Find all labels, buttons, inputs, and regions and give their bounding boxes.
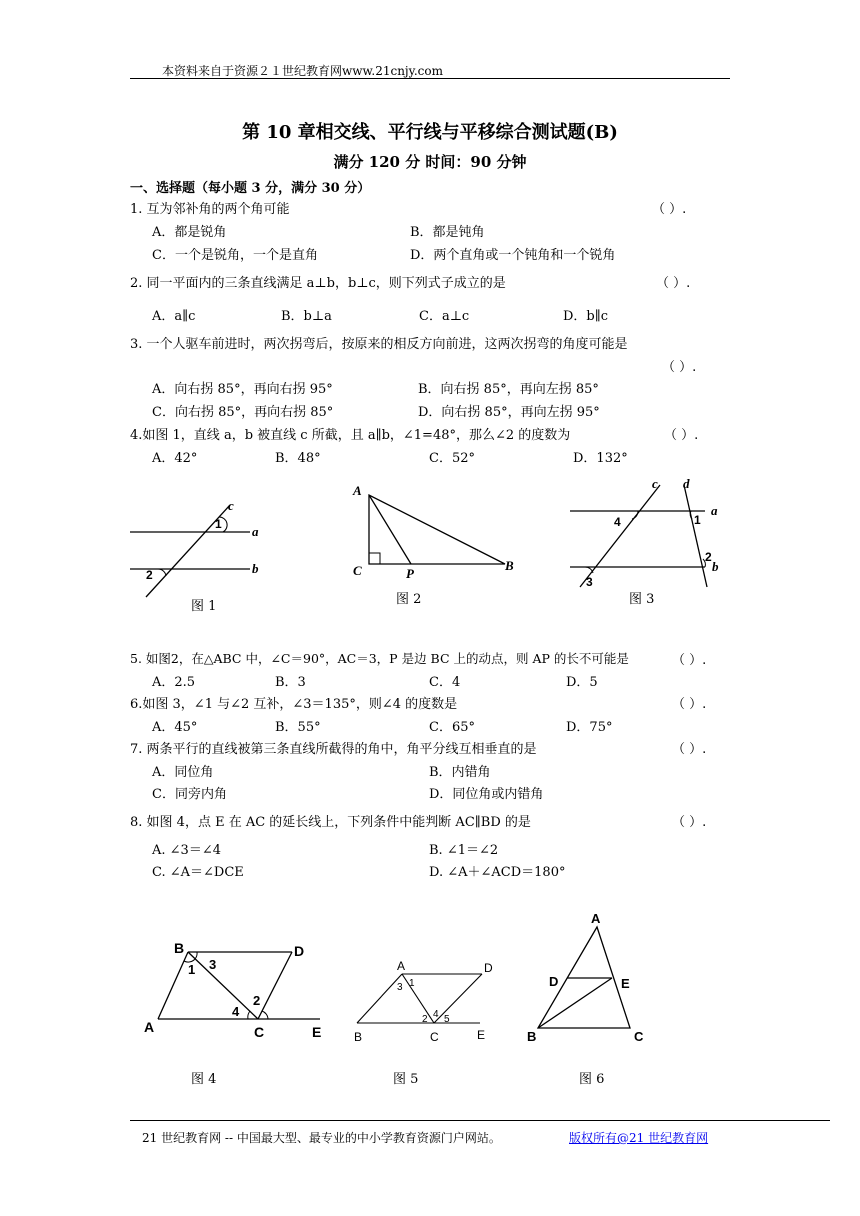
fig1-label-1: 1: [215, 517, 222, 531]
question-7-answer-blank: （ ）.: [672, 742, 707, 757]
question-2-option-a: A．a∥c: [152, 309, 196, 324]
figure-4: [140, 935, 340, 1045]
question-5-answer-blank: （ ）.: [672, 653, 707, 668]
fig4-label-a: A: [144, 1019, 155, 1035]
question-7-option-b: B．内错角: [429, 765, 491, 780]
figure-4-caption: 图 4: [191, 1072, 217, 1087]
segment-bc: [188, 952, 261, 1019]
question-1-option-b: B．都是钝角: [410, 225, 485, 240]
question-1-option-c: C．一个是锐角，一个是直角: [152, 248, 318, 263]
question-4-option-b: B．48°: [275, 451, 321, 466]
fig5-label-a: A: [397, 959, 406, 973]
figure-3-caption: 图 3: [629, 592, 655, 607]
figure-5-caption: 图 5: [393, 1072, 419, 1087]
fig4-label-c: C: [254, 1024, 265, 1040]
line-d: [684, 485, 707, 587]
question-2-answer-blank: （ ）.: [656, 276, 691, 291]
footer-copyright-link[interactable]: 版权所有@21 世纪教育网: [569, 1131, 709, 1145]
question-1-answer-blank: （ ）.: [652, 202, 687, 217]
header-text: 本资料来自于资源２１世纪教育网www.21cnjy.com: [162, 64, 443, 78]
question-5-option-c: C．4: [429, 675, 461, 690]
fig3-label-b: b: [712, 559, 719, 574]
fig5-label-b: B: [354, 1030, 363, 1044]
question-8-option-b: B. ∠1＝∠2: [429, 843, 499, 858]
question-7-stem: 7. 两条平行的直线被第三条直线所截得的角中，角平分线互相垂直的是: [130, 742, 537, 757]
question-1-option-d: D．两个直角或一个钝角和一个锐角: [410, 248, 616, 263]
fig3-label-4: 4: [614, 515, 621, 529]
segment-ab: [357, 974, 402, 1023]
question-2-option-c: C．a⊥c: [419, 309, 470, 324]
fig5-label-1: 1: [409, 978, 415, 989]
fig4-label-1: 1: [188, 962, 196, 977]
segment-ac: [402, 974, 434, 1023]
figure-3: [560, 470, 730, 590]
footer-rule: [130, 1120, 830, 1121]
fig3-label-1: 1: [694, 513, 701, 527]
figure-5: [345, 955, 505, 1050]
fig1-label-c: c: [228, 498, 234, 513]
figure-2: [345, 478, 525, 590]
fig5-label-e: E: [477, 1028, 486, 1042]
question-4-option-d: D．132°: [573, 451, 628, 466]
question-8-option-a: A. ∠3＝∠4: [152, 843, 221, 858]
fig3-label-3: 3: [586, 575, 593, 589]
question-3-option-a: A．向右拐 85°，再向右拐 95°: [152, 382, 333, 397]
fig6-label-e: E: [621, 976, 630, 991]
fig1-label-a: a: [252, 524, 259, 539]
fig4-label-e: E: [312, 1024, 322, 1040]
question-5-option-b: B．3: [275, 675, 306, 690]
fig5-label-3: 3: [397, 982, 403, 993]
question-3-option-d: D．向右拐 85°，再向左拐 95°: [418, 405, 600, 420]
fig4-label-3: 3: [209, 957, 217, 972]
question-6-option-a: A．45°: [152, 720, 198, 735]
page-subtitle: 满分 120 分 时间：90 分钟: [333, 153, 527, 171]
figure-6-caption: 图 6: [579, 1072, 605, 1087]
right-angle-mark: [369, 553, 380, 564]
fig1-label-2: 2: [146, 568, 153, 582]
question-7-option-d: D．同位角或内错角: [429, 787, 544, 802]
fig2-label-a: A: [353, 483, 362, 498]
segment-dc: [258, 952, 292, 1019]
section-heading: 一、选择题（每小题 3 分，满分 30 分）: [130, 181, 371, 196]
question-2-stem: 2. 同一平面内的三条直线满足 a⊥b，b⊥c，则下列式子成立的是: [130, 276, 506, 291]
figure-2-caption: 图 2: [396, 592, 422, 607]
question-4-answer-blank: （ ）.: [664, 428, 699, 443]
question-6-option-d: D．75°: [566, 720, 613, 735]
fig6-label-d: D: [549, 974, 559, 989]
question-7-option-a: A．同位角: [152, 765, 214, 780]
question-3-option-c: C．向右拐 85°，再向右拐 85°: [152, 405, 334, 420]
fig3-label-d: d: [683, 476, 690, 491]
question-6-option-c: C．65°: [429, 720, 475, 735]
question-8-option-d: D. ∠A＋∠ACD＝180°: [429, 865, 566, 880]
fig6-label-b: B: [527, 1029, 537, 1044]
fig2-label-b: B: [505, 558, 514, 573]
fig5-label-d: D: [484, 961, 493, 975]
fig3-label-2: 2: [705, 550, 712, 564]
fig5-label-2: 2: [422, 1014, 428, 1025]
fig4-label-d: D: [294, 943, 305, 959]
fig3-label-c: c: [652, 476, 658, 491]
fig1-label-b: b: [252, 561, 259, 576]
question-1-stem: 1. 互为邻补角的两个角可能: [130, 202, 290, 217]
question-5-option-a: A．2.5: [152, 675, 196, 690]
fig2-label-c: C: [353, 563, 362, 578]
header-rule: [130, 78, 730, 79]
fig3-label-a: a: [711, 503, 718, 518]
fig4-label-4: 4: [232, 1004, 240, 1019]
fig2-label-p: P: [406, 566, 414, 581]
question-7-option-c: C．同旁内角: [152, 787, 227, 802]
fig5-label-5: 5: [444, 1014, 450, 1025]
question-6-option-b: B．55°: [275, 720, 321, 735]
question-3-answer-blank: （ ）.: [662, 360, 697, 375]
page-title: 第 10 章相交线、平行线与平移综合测试题(B): [242, 122, 618, 143]
question-6-answer-blank: （ ）.: [672, 697, 707, 712]
question-5-option-d: D．5: [566, 675, 598, 690]
segment-ab: [158, 952, 188, 1019]
question-5-stem: 5. 如图2，在△ABC 中，∠C＝90°，AC＝3，P 是边 BC 上的动点，则 AP 的长不可能是: [130, 651, 629, 666]
question-4-option-c: C．52°: [429, 451, 475, 466]
fig4-label-2: 2: [253, 993, 261, 1008]
question-4-option-a: A．42°: [152, 451, 198, 466]
figure-1-caption: 图 1: [191, 599, 217, 614]
question-8-answer-blank: （ ）.: [672, 815, 707, 830]
fig4-label-b: B: [174, 940, 185, 956]
fig5-label-c: C: [430, 1030, 439, 1044]
fig6-label-c: C: [634, 1029, 644, 1044]
question-3-stem: 3. 一个人驱车前进时，两次拐弯后，按原来的相反方向前进，这两次拐弯的角度可能是: [130, 337, 628, 352]
fig5-label-4: 4: [433, 1009, 439, 1020]
question-2-option-d: D．b∥c: [563, 309, 609, 324]
segment-dc: [434, 974, 482, 1023]
line-c: [580, 485, 660, 587]
question-2-option-b: B．b⊥a: [281, 309, 332, 324]
question-6-stem: 6.如图 3，∠1 与∠2 互补，∠3＝135°，则∠4 的度数是: [130, 697, 458, 712]
figure-6: [520, 910, 660, 1045]
question-8-option-c: C. ∠A＝∠DCE: [152, 865, 244, 880]
fig6-label-a: A: [591, 911, 601, 926]
question-8-stem: 8. 如图 4，点 E 在 AC 的延长线上，下列条件中能判断 AC∥BD 的是: [130, 815, 531, 830]
footer-text: 21 世纪教育网 -- 中国最大型、最专业的中小学教育资源门户网站。: [142, 1131, 501, 1145]
question-4-stem: 4.如图 1，直线 a，b 被直线 c 所截，且 a∥b，∠1=48°，那么∠2 的度数为: [130, 428, 571, 443]
question-3-option-b: B．向右拐 85°，再向左拐 85°: [418, 382, 599, 397]
question-1-option-a: A．都是锐角: [152, 225, 227, 240]
